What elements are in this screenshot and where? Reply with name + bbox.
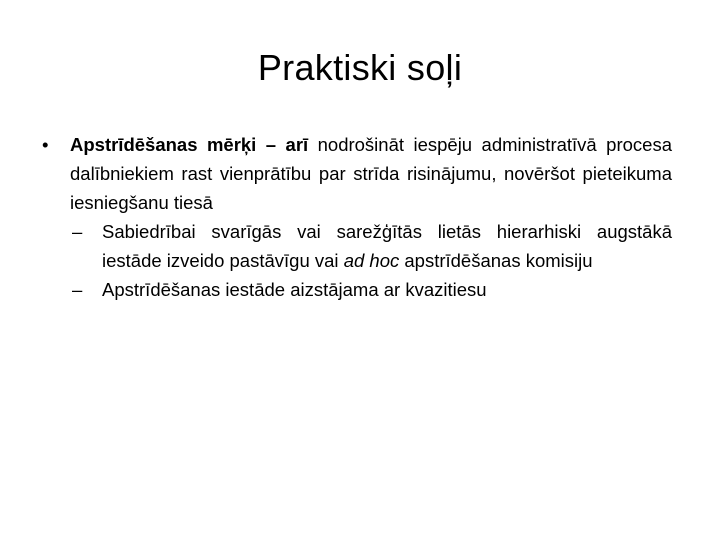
bullet-text: nodrošināt iespēju administratīvā procesa dalībniekiem rast vienprātību par strīda risinājumu, novēršot pieteikuma iesniegšanu tiesā [70,134,672,213]
subbullet-italic-term: ad hoc [343,250,400,271]
slide-content [38,130,672,304]
bullet-bold-lead: Apstrīdēšanas mērķi – arī [70,134,309,155]
subbullet-marker: – [72,279,83,300]
subbullet-item-2 [38,275,672,304]
bullet-item-1 [38,130,672,217]
bullet-marker: • [42,134,49,155]
subbullet-marker: – [72,221,83,242]
subbullet-text-after: apstrīdēšanas komisiju [399,250,593,271]
subbullet-text: Apstrīdēšanas iestāde aizstājama ar kvazitiesu [102,279,487,300]
subbullet-item-1 [38,217,672,275]
subbullet-text-before: Sabiedrībai svarīgās vai sarežģītās lietās hierarhiski augstākā iestāde izveido pastāvīgu vai [102,221,672,271]
slide-title: Praktiski soļi [257,47,463,88]
